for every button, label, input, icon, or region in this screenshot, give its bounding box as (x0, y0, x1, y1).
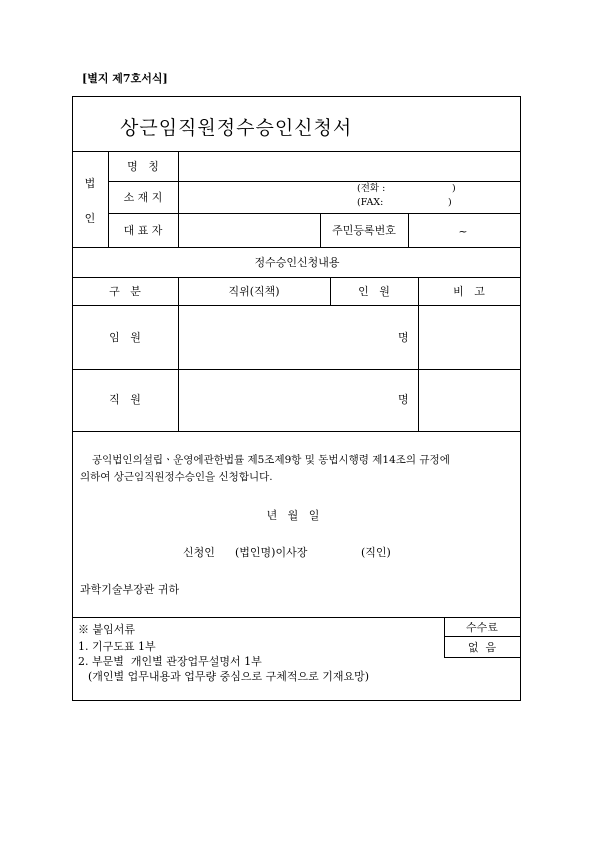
staff-unit: 명 (398, 393, 409, 406)
statement-line-2: 의하여 상근임직원정수승인을 신청합니다. (80, 471, 273, 483)
section-title: 정수승인신청내용 (254, 256, 340, 269)
form-title: 상근임직원정수승인신청서 (120, 117, 353, 139)
executives-position-field[interactable] (179, 306, 417, 368)
phone-label: (전화 : (357, 183, 386, 194)
fee-label: 수수료 (466, 621, 498, 634)
header-category: 구 분 (109, 285, 141, 298)
header-headcount: 인 원 (358, 285, 390, 298)
row-executives-label: 임 원 (109, 331, 141, 344)
executives-unit: 명 (398, 331, 409, 344)
corporation-label-1: 법 (84, 177, 96, 190)
name-label: 명 칭 (127, 160, 159, 173)
address-label: 소 재 지 (123, 191, 163, 204)
fax-close: ) (448, 197, 452, 208)
resident-number-label: 주민등록번호 (332, 224, 396, 237)
staff-remarks-field[interactable] (419, 370, 520, 430)
representative-label: 대 표 자 (123, 224, 163, 237)
executives-remarks-field[interactable] (419, 306, 520, 368)
application-date[interactable]: 년 월 일 (266, 509, 320, 522)
applicant-corporation[interactable]: (법인명)이사장 (235, 546, 308, 559)
address-field[interactable] (179, 182, 349, 212)
staff-position-field[interactable] (179, 370, 417, 430)
phone-close: ) (452, 183, 456, 194)
form-number: [별지 제7호서식] (82, 72, 168, 85)
row-staff-label: 직 원 (109, 393, 141, 406)
resident-number-field[interactable] (409, 214, 520, 246)
corporation-label-2: 인 (84, 212, 96, 225)
attachments-title: ※ 붙임서류 (78, 623, 136, 636)
attachment-item-3: (개인별 업무내용과 업무량 중심으로 구체적으로 기재요망) (88, 670, 370, 683)
applicant-label: 신청인 (183, 546, 215, 559)
header-position: 직위(직책) (228, 285, 280, 298)
name-field[interactable] (179, 152, 520, 180)
official-seal-label: (직인) (361, 546, 391, 559)
header-remarks: 비 고 (453, 285, 485, 298)
attachment-item-1: 1. 기구도표 1부 (78, 640, 156, 653)
representative-field[interactable] (179, 214, 319, 246)
statement-line-1: 공익법인의설립ㆍ운영에관한법률 제5조제9항 및 동법시행령 제14조의 규정에 (92, 454, 450, 466)
attachment-item-2: 2. 부문별 개인별 관장업무설명서 1부 (78, 655, 262, 668)
recipient: 과학기술부장관 귀하 (80, 583, 180, 596)
fax-label: (FAX: (357, 197, 384, 208)
resident-number-separator: ~ (458, 225, 468, 238)
fee-value: 없 음 (467, 641, 497, 654)
